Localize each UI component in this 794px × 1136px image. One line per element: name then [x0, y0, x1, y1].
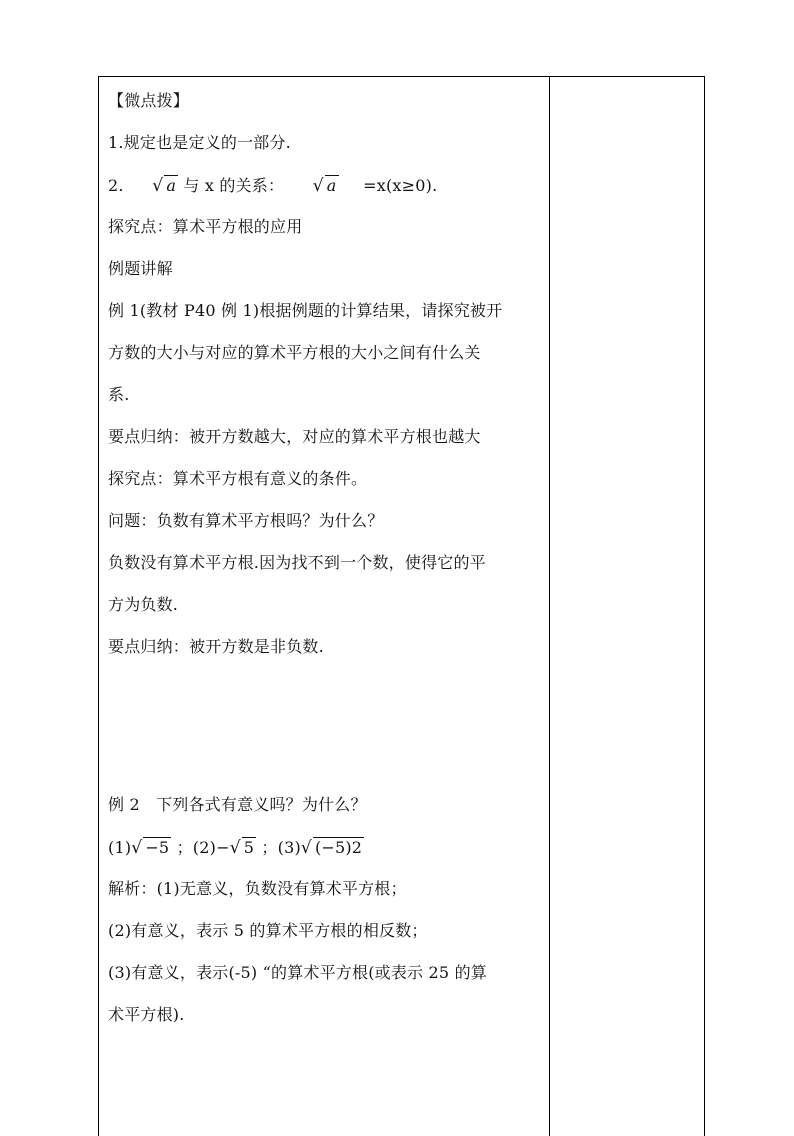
tip-line-1: 1.规定也是定义的一部分. — [108, 133, 291, 152]
lesson-table — [98, 76, 705, 1136]
analysis-line-1: 解析：(1)无意义，负数没有算术平方根； — [108, 879, 407, 898]
expr-2-label: ；(2)− — [176, 838, 230, 857]
answer-line-1: 负数没有算术平方根.因为找不到一个数，使得它的平 — [108, 553, 486, 572]
example-1-line-1: 例 1(教材 P40 例 1)根据例题的计算结果，请探究被开 — [108, 301, 503, 320]
explore-point-2: 探究点：算术平方根有意义的条件。 — [108, 469, 368, 488]
tip-line-2-mid: 与 x 的关系： — [183, 176, 285, 195]
key-point-1: 要点归纳：被开方数越大，对应的算术平方根也越大 — [108, 427, 481, 446]
sqrt-symbol: √ — [312, 176, 324, 196]
example-1-line-3: 系. — [108, 385, 130, 404]
example-1-line-2: 方数的大小与对应的算术平方根的大小之间有什么关 — [108, 343, 481, 362]
example-heading: 例题讲解 — [108, 259, 173, 278]
tip-line-2 — [108, 175, 437, 196]
expr-2-radicand: 5 — [243, 838, 255, 857]
expr-3-label: ；(3) — [261, 838, 301, 857]
analysis-line-3: (3)有意义，表示(-5) “的算术平方根(或表示 25 的算 — [108, 963, 487, 982]
key-point-2: 要点归纳：被开方数是非负数. — [108, 637, 324, 656]
sqrt-symbol: √ — [152, 176, 164, 196]
column-divider — [549, 77, 550, 1136]
analysis-line-2: (2)有意义，表示 5 的算术平方根的相反数； — [108, 921, 428, 940]
analysis-line-4: 术平方根). — [108, 1005, 185, 1024]
sqrt-symbol: √ — [131, 838, 143, 858]
tip-line-2-suffix: =x(x≥0). — [363, 176, 438, 195]
radicand-a-2: a — [326, 176, 337, 195]
micro-tip-heading: 【微点拨】 — [108, 91, 190, 110]
example-2-expressions — [108, 837, 364, 858]
tip-line-2-prefix: 2. — [108, 176, 124, 195]
sqrt-symbol: √ — [300, 838, 312, 858]
question-line: 问题：负数有算术平方根吗？为什么？ — [108, 511, 384, 530]
example-2-heading: 例 2 下列各式有意义吗？为什么？ — [108, 795, 367, 814]
explore-point-1: 探究点：算术平方根的应用 — [108, 217, 303, 236]
expr-1-radicand: −5 — [145, 838, 170, 857]
radicand-a: a — [166, 176, 177, 195]
expr-3-radicand: (−5)2 — [314, 838, 363, 857]
expr-1-label: (1) — [108, 838, 132, 857]
answer-line-2: 方为负数. — [108, 595, 179, 614]
sqrt-symbol: √ — [229, 838, 241, 858]
